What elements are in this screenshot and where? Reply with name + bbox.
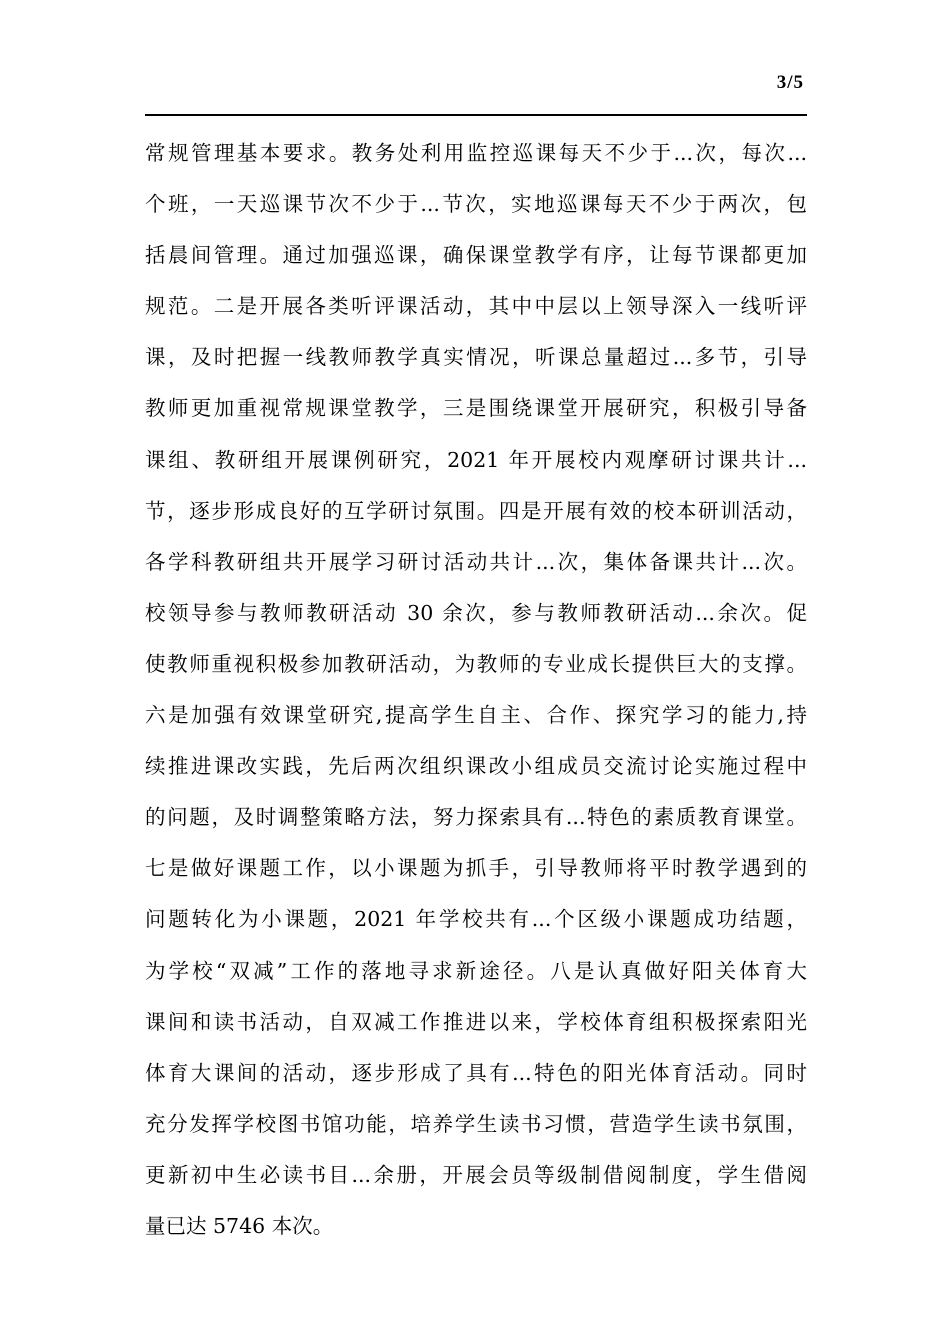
text-line: 七是做好课题工作，以小课题为抓手，引导教师将平时教学遇到的 (145, 856, 807, 881)
text-line: 括晨间管理。通过加强巡课，确保课堂教学有序，让每节课都更加 (145, 243, 807, 268)
body-paragraph (145, 128, 807, 1252)
text-line: 节，逐步形成良好的互学研讨氛围。四是开展有效的校本研训活动， (145, 498, 807, 523)
text-line: 课间和读书活动，自双减工作推进以来，学校体育组积极探索阳光 (145, 1009, 807, 1034)
page-number: 3/5 (776, 72, 804, 93)
text-line: 个班，一天巡课节次不少于...节次，实地巡课每天不少于两次，包 (145, 192, 807, 217)
text-line: 量已达 5746 本次。 (145, 1213, 334, 1238)
text-line: 使教师重视积极参加教研活动，为教师的专业成长提供巨大的支撑。 (145, 651, 807, 676)
text-line: 充分发挥学校图书馆功能，培养学生读书习惯，营造学生读书氛围， (145, 1111, 807, 1136)
text-line: 六是加强有效课堂研究,提高学生自主、合作、探究学习的能力,持 (145, 703, 807, 728)
text-line: 常规管理基本要求。教务处利用监控巡课每天不少于...次，每次... (145, 141, 807, 165)
text-line: 课，及时把握一线教师教学真实情况，听课总量超过...多节，引导 (145, 345, 807, 370)
text-line: 校领导参与教师教研活动 30 余次，参与教师教研活动...余次。促 (145, 600, 807, 625)
text-line: 更新初中生必读书目...余册，开展会员等级制借阅制度，学生借阅 (145, 1162, 807, 1187)
text-line: 续推进课改实践，先后两次组织课改小组成员交流讨论实施过程中 (145, 754, 807, 779)
text-line: 教师更加重视常规课堂教学，三是围绕课堂开展研究，积极引导备 (145, 396, 807, 421)
text-line: 为学校“双减”工作的落地寻求新途径。八是认真做好阳关体育大 (145, 958, 807, 983)
text-line: 的问题，及时调整策略方法，努力探索具有...特色的素质教育课堂。 (145, 805, 807, 830)
header-divider (145, 114, 807, 116)
text-line: 问题转化为小课题，2021 年学校共有...个区级小课题成功结题， (145, 907, 807, 932)
text-line: 体育大课间的活动，逐步形成了具有...特色的阳光体育活动。同时 (145, 1060, 807, 1085)
text-line: 各学科教研组共开展学习研讨活动共计...次，集体备课共计...次。 (145, 549, 807, 574)
text-line: 规范。二是开展各类听评课活动，其中中层以上领导深入一线听评 (145, 294, 807, 319)
text-line: 课组、教研组开展课例研究，2021 年开展校内观摩研讨课共计... (145, 447, 807, 472)
